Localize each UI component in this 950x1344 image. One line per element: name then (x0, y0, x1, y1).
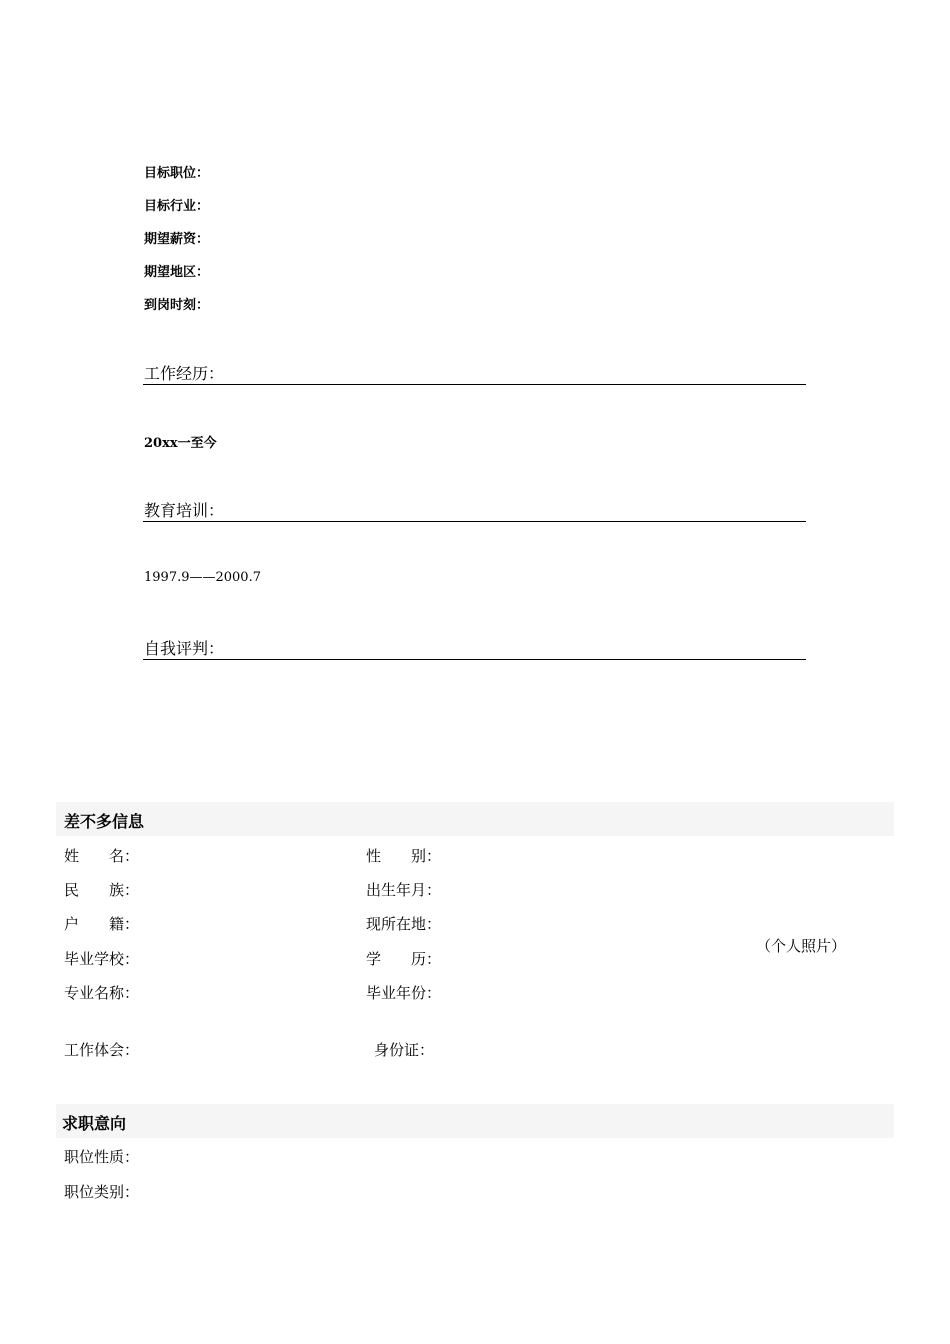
education-rule (143, 521, 806, 522)
self-evaluation-rule (143, 659, 806, 660)
name-label: 姓 名： (64, 847, 140, 865)
household-label: 户 籍： (64, 915, 140, 933)
education-entry-date: 1997.9——2000.7 (144, 570, 261, 585)
major-label: 专业名称： (64, 984, 140, 1002)
gender-label: 性 别： (366, 847, 442, 865)
expected-salary-label: 期望薪资： (144, 232, 210, 247)
work-experience-label: 工作体会： (64, 1041, 140, 1059)
target-industry-label: 目标行业： (144, 199, 210, 214)
arrival-time-label: 到岗时刻： (144, 298, 210, 313)
self-evaluation-title: 自我评判： (144, 639, 225, 658)
current-location-label: 现所在地： (366, 915, 442, 933)
job-category-label: 职位类别： (64, 1183, 140, 1201)
education-title: 教育培训： (144, 501, 225, 520)
basic-info-header: 差不多信息 (64, 812, 145, 831)
ethnicity-label: 民 族： (64, 881, 140, 899)
work-experience-rule (143, 384, 806, 385)
expected-region-label: 期望地区： (144, 265, 210, 280)
photo-placeholder: （个人照片） (756, 937, 847, 955)
graduation-year-label: 毕业年份： (366, 984, 442, 1002)
work-experience-title: 工作经历： (144, 364, 225, 383)
education-level-label: 学 历： (366, 950, 442, 968)
job-intent-header-band (56, 1104, 894, 1138)
job-nature-label: 职位性质： (64, 1148, 140, 1166)
work-entry-date: 20xx一至今 (144, 436, 217, 451)
graduate-school-label: 毕业学校： (64, 950, 140, 968)
id-card-label: 身份证： (374, 1041, 435, 1059)
birth-date-label: 出生年月： (366, 881, 442, 899)
target-position-label: 目标职位： (144, 166, 210, 181)
basic-info-header-band (56, 802, 894, 836)
job-intent-header: 求职意向 (62, 1114, 127, 1133)
